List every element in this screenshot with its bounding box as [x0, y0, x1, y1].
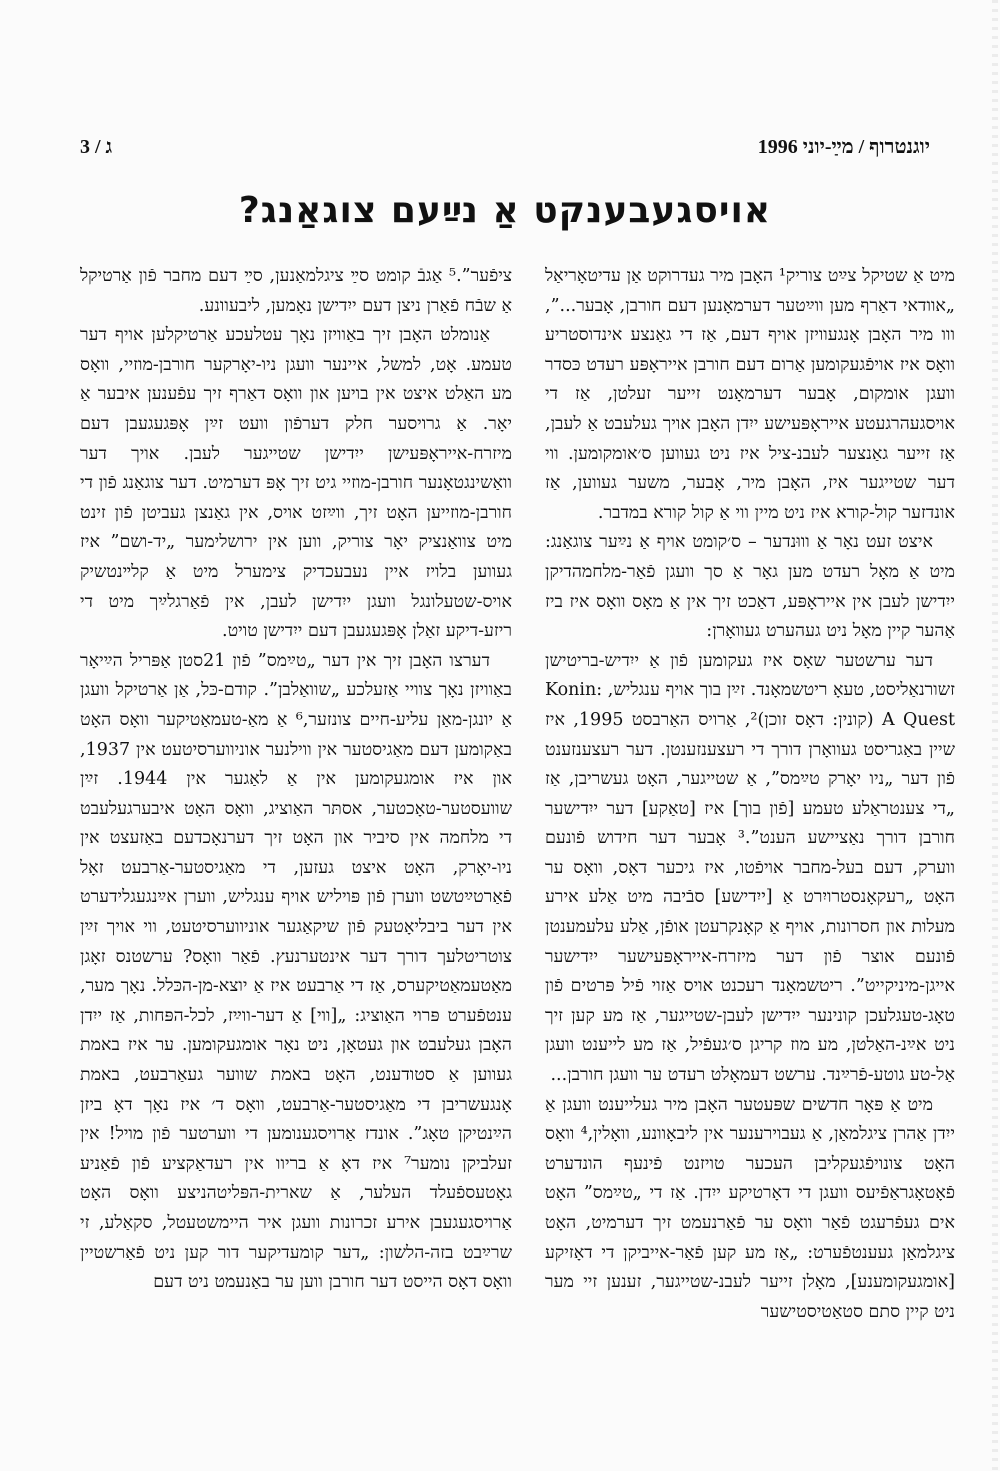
- paragraph: דערצו האָבן זיך אין דער „טײַמס” פֿון 21סטן אַפּריל הײַיאָר באַוויזן נאָך צוויי אַזעלכע „שוואַלבן”. קודם-כּל, אַן אַרטיקל וועגן אַ יונגן-מאַן עליע-חיים צונזער,⁶ אַ מאַ-טעמאַטיקער וואָס האָט באַקומען דעם מאַגיסטער אין ווילנער אוניווערסיטעט אין 1937, און איז אומגעקומען אין אַ לאַגער אין 1944. זײַן שוועסטער-טאָכטער, אסתּר האַוציג, וואָס האָט איבערגעלעבט די מלחמה אין סיביר און האָט זיך דערנאָכדעם באַזעצט אין ניו-יאָרק, האָט איצט געזען, די מאַגיסטער-אַרבעט זאָל פֿאַרטײַטשט ווערן פֿון פּויליש אויף ענגליש, ווערן אײַנגעגלידערט אין דער ביבליאָטעק פֿון שיקאַגער אוניווערסיטעט, ווי אויך זײַן צוטריטלעך דורך דער אינטערנעץ. פֿאַר וואָס? ערשטנס זאָגן מאַטעמאַטיקערס, אַז די אַרבעט איז אַ יוצא-מן-הכּלל. נאָך מער, ענטפֿערט פּרוי האַוציג: „[ווי] אַ דער-ווײַז, לכל-הפּחות, אַז ייִדן האָבן געלעבט און געטאָן, ניט נאָר אומגעקומען. ער איז באמת געווען אַ סטודענט, האָט באמת שווער געאַרבעט, באמת אָנגעשריבן די מאַגיסטער-אַרבעט, וואָס ד׳ איז נאָך דאָ ביזן הײַנטיקן טאָג”. אונדז אַרויסגענומען די ווערטער פֿון מויל! אין זעלביקן נומער⁷ איז דאָ אַ בריוו אין רעדאַקציע פֿון פֿאַניע גאָטעספֿעלד העלער, אַ שארית-הפּליטהניצע וואָס האָט אַרויסגעגעבן אירע זכרונות וועגן איר היימשטעטל, סקאַלע, זי שרײַבט בזה-הלשון: „דער קומעדיקער דור קען ניט פֿאַרשטיין וואָס דאָס הייסט דער חורבן ווען ער באַנעמט ניט דעם: [80, 650, 512, 1293]
- journal-issue: יוגנטרוף / מײַ-יוני 1996: [757, 136, 930, 158]
- paragraph: מיט אַ פּאָר חדשים שפּעטער האָבן מיר געלייענט וועגן אַ ייִדן אַהרן ציגלמאַן, אַ געבוירענער אין ליבאָוונע, וואָלין,⁴ וואָס האָט צונויפֿגעקליבן העכער טויזנט פֿינעף הונדערט פֿאָטאָגראַפֿיעס וועגן די דאָרטיקע ייִדן. אַז די „טײַמס” האָט אים געפֿרעגט פֿאַר וואָס ער פֿאַרנעמט זיך דערמיט, האָט ציגלמאַן געענטפֿערט: „אַז מע קען פֿאַר-אייביקן די דאָזיקע [אומגעקומענע], מאָלן זייער לעבנ-שטייגער, זענען זיי מער ניט קיין סתם סטאַטיסטישער: [545, 1094, 955, 1322]
- paragraph: דער ערשטער שאָס איז געקומען פֿון אַ ייִדיש-בריטישן זשורנאַליסט, טעאָ ריטשמאָנד. זײַן בוך אויף ענגליש, Konin: A Quest (קונין: דאָס זוכן)², אַרויס האַרבסט 1995, איז שיין באַגריסט געוואָרן דורך די רעצענזענטן. דער רעצענזענט פֿון דער „ניו יאָרק טײַמס”, אַ שטייגער, האָט געשריבן, אַז „די צענטראַלע טעמע [פֿון בוך] איז [טאַקע] דער ייִדישער חורבן דורך נאַציישע הענט”.³ אָבער דער חידוש פֿונעם ווערק, דעם בעל-מחבר אויפֿטו, איז גיכער דאָס, וואָס ער האָט „רעקאָנסטרויִרט אַ [ייִדישע] סבֿיבה מיט אַלע אירע מעלות און חסרונות, אויף אַ קאָנקרעטן אופֿן, אַלע עלעמענטן פֿונעם אוצר פֿון דער מיזרח-אייראָפּעישער ייִדישער אייגן-מיניקייט”. ריטשמאָנד רעכנט אויס אַזוי פֿיל פּרטים פֿון טאָג-טעגלעכן קונינער ייִדישן לעבן-שטייגער, אַז מע קען זיך ניט אײַנ-האַלטן, מע מוז קריגן ס׳געפֿיל, אַז מע לייענט וועגן אַל-טע גוטע-פֿרײַנד. ערשט דעמאָלט רעדט ער וועגן חורבן...: [545, 650, 955, 1086]
- text-column-right: [545, 262, 955, 1322]
- scan-edge: [992, 0, 998, 1471]
- text-column-left: [80, 262, 512, 1322]
- page-number: ג / 3: [80, 136, 113, 158]
- paragraph: איצט זעט נאָר אַ וווּנדער – ס׳קומט אויף אַ נײַער צוגאַנג: מיט אַ מאָל רעדט מען גאָר אַ סך וועגן פֿאַר-מלחמהדיקן ייִדישן לעבן אין אייראָפּע, דאַכט זיך אין אַ מאָס וואָס איז ביז אַהער קיין מאָל ניט געהערט געוואָרן:: [545, 532, 955, 642]
- running-head: [80, 136, 930, 166]
- paragraph: ציפֿער”.⁵ אַגבֿ קומט סײַ ציגלמאַנען, סײַ דעם מחבר פֿון אַרטיקל אַ שבֿח פֿאַרן ניצן דעם ייִדישן נאָמען, ליבעוונע.: [80, 266, 512, 316]
- paragraph: אַנומלט האָבן זיך באַוויזן נאָך עטלעכע אַרטיקלען אויף דער טעמע. אָט, למשל, איינער וועגן ניו-יאָרקער חורבן-מוזיי, וואָס מע האַלט איצט אין בויען און וואָס דאַרף זיך עפֿענען איבער אַ יאָר. אַ גרויסער חלק דערפֿון וועט זײַן אָפּגעגעבן דעם מיזרח-אייראָפּעישן ייִדישן שטייגער לעבן. אויך דער וואַשינגטאָנער חורבן-מוזיי גיט זיך אָפּ דערמיט. דער צוגאַנג פֿון די חורבן-מוזייען האָט זיך, ווײַזט אויס, אין גאַנצן געביטן פֿון זינט מיט צוואַנציק יאָר צוריק, ווען אין ירושלימער „יד-ושם” איז געווען בלויז איין נעבעכדיק צימערל מיט אַ קלײנטשיק אויס-שטעלונגל וועגן ייִדישן לעבן, אין פֿאַרגלײַך מיט די ריזע-דיקע זאַלן אָפּגעגעבן דעם ייִדישן טויט.: [80, 325, 512, 642]
- article-title: אויסגעבענקט אַ נײַעם צוגאַנג?: [238, 190, 772, 231]
- paragraph: מיט אַ שטיקל צײַט צוריק¹ האָבן מיר געדרוקט אַן עדיטאָריאַל „אוודאי דאַרף מען ווײַטער דערמאָנען דעם חורבן, אָבער...”, ווו מיר האָבן אָנגעוויזן אויף דעם, אַז די גאַנצע אינדוסטריע וואָס איז אויפֿגעקומען אַרום דעם חורבן אייראָפּע רעדט כּסדר וועגן אומקום, אָבער דערמאָנט זייער זעלטן, אַז די אויסגעהרגעטע אייראָפּעישע ייִדן האָבן אויך געלעבט אַ לעבן, אַז זייער גאַנצער לעבנ-ציל איז ניט געווען ס׳אומקומען. ווי דער שטייגער איז, האָבן מיר, אָבער, משער געווען, אַז אונדזער קול-קורא איז ניט מיין ווי אַ קול קורא במדבר.: [545, 266, 955, 523]
